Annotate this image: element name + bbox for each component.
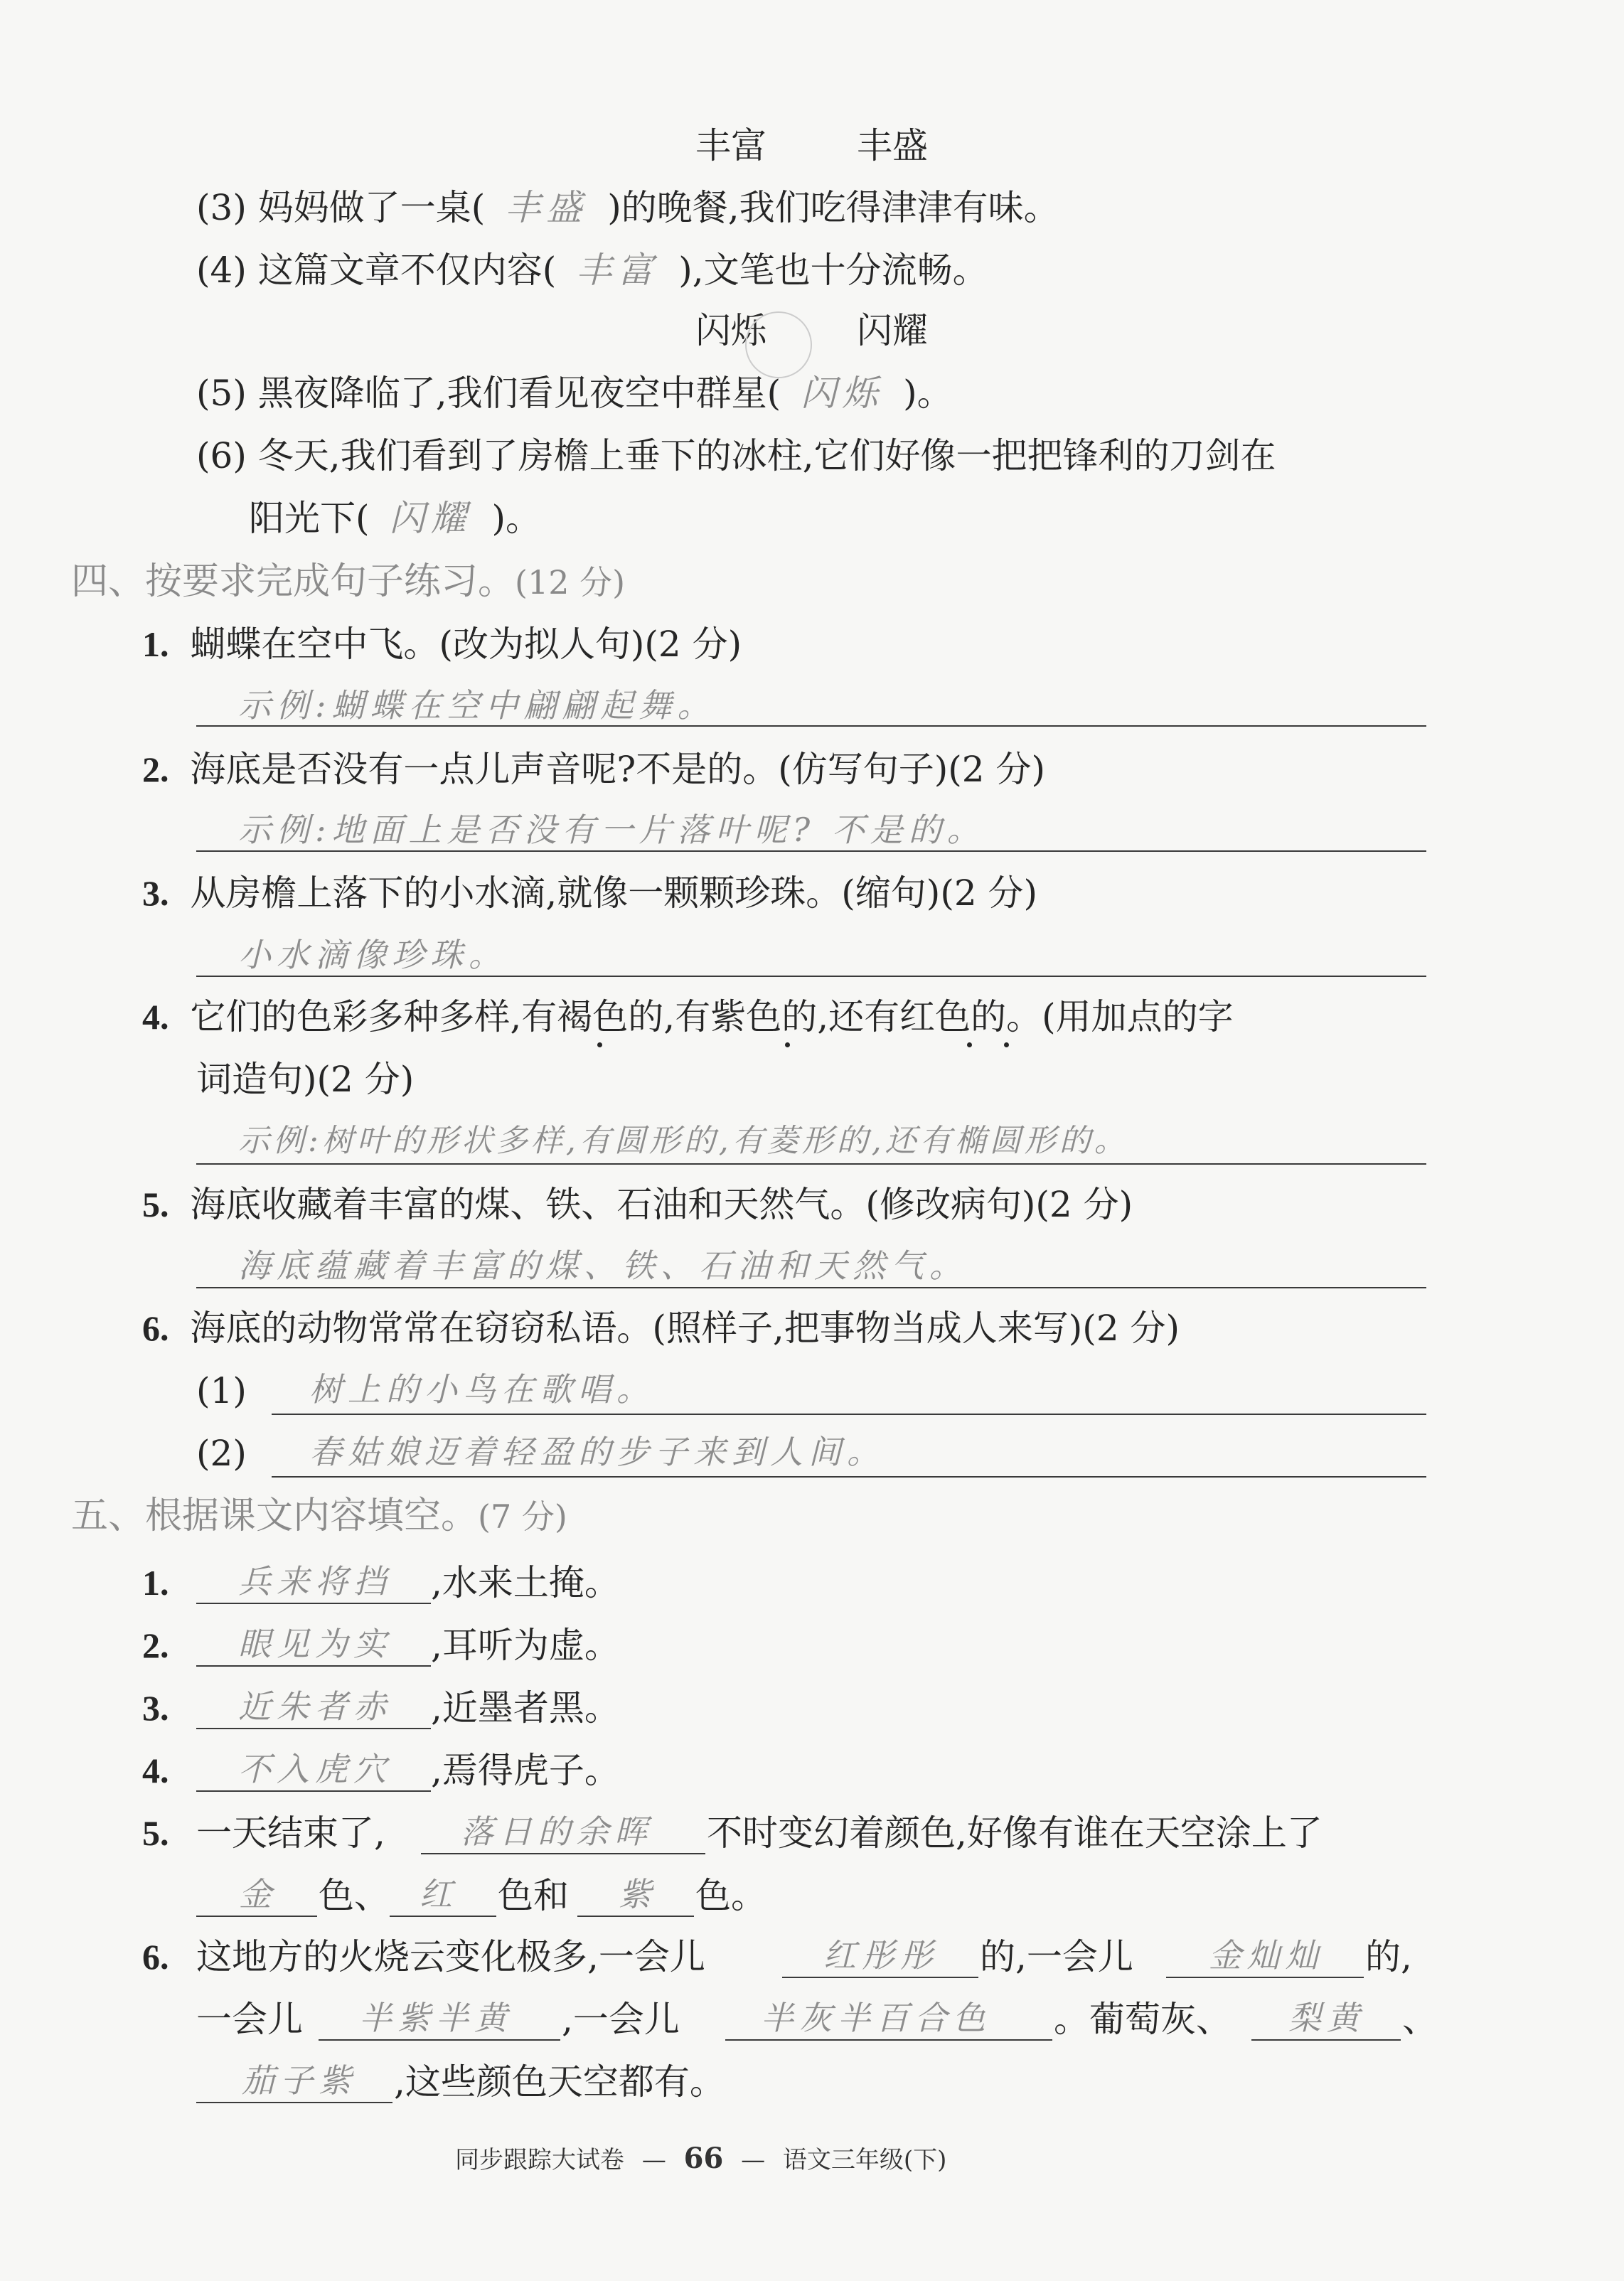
s5-item-6: [142, 1935, 169, 1978]
answer-line: [390, 1916, 496, 1917]
question-4: [196, 249, 988, 292]
handwritten-answer: 茄子紫: [242, 2061, 357, 2100]
s5-item-1: [142, 1561, 169, 1604]
handwritten-answer: 闪烁: [801, 373, 884, 414]
handwritten-answer: 金: [239, 1875, 277, 1913]
handwritten-answer: 兵来将挡: [238, 1562, 392, 1601]
item-number: 5.: [142, 1185, 169, 1224]
answer-line: [196, 1790, 431, 1792]
answer-line: [272, 1476, 1426, 1478]
item-text: ,一会儿: [562, 1999, 680, 2040]
section-score: (7 分): [478, 1497, 567, 1536]
question-number: (3): [196, 187, 247, 228]
sub-number: (1): [196, 1370, 247, 1411]
s5-item-4: [142, 1749, 169, 1792]
handwritten-answer: 丰富: [576, 250, 659, 291]
question-text: 黑夜降临了,我们看见夜空中群星(: [257, 373, 781, 414]
footer-title: 同步跟踪大试卷: [455, 2146, 624, 2174]
item-number: 6.: [142, 1937, 169, 1977]
item-number: 3.: [142, 1688, 169, 1728]
item-text: 一会儿: [196, 1999, 303, 2040]
question-text: ),文笔也十分流畅。: [678, 250, 988, 291]
answer-line: [196, 850, 1426, 852]
handwritten-answer: 半灰半百合色: [761, 1999, 991, 2037]
handwritten-answer: 眼见为实: [238, 1625, 392, 1663]
question-text: 冬天,我们看到了房檐上垂下的冰柱,它们好像一把把锋利的刀剑在: [257, 435, 1276, 476]
item-number: 1.: [142, 624, 169, 664]
s5-item-3: [142, 1687, 169, 1729]
handwritten-answer: 小水滴像珍珠。: [238, 936, 507, 974]
answer-line: [196, 1603, 431, 1604]
section-score: (12 分): [515, 563, 626, 602]
answer-line: [1166, 1977, 1364, 1978]
question-text: 阳光下(: [249, 498, 370, 539]
item-number: 6.: [142, 1308, 169, 1348]
item-text: 的,一会儿: [980, 1936, 1133, 1977]
emphasis-dot: [597, 1042, 602, 1047]
handwritten-answer: 示例:地面上是否没有一片落叶呢? 不是的。: [238, 811, 985, 849]
answer-line: [1251, 2039, 1401, 2041]
item-text: ,耳听为虚。: [431, 1625, 620, 1666]
handwritten-answer: 示例:树叶的形状多样,有圆形的,有菱形的,还有椭圆形的。: [238, 1123, 1129, 1159]
item-text: ,水来土掩。: [431, 1562, 620, 1603]
sub-number: (2): [196, 1433, 247, 1474]
answer-line: [272, 1414, 1426, 1415]
answer-line: [196, 1916, 317, 1917]
item-text: 的,: [1365, 1936, 1412, 1977]
item-text: ,这些颜色天空都有。: [394, 2061, 725, 2103]
handwritten-answer: 红: [420, 1875, 458, 1913]
question-6: [196, 434, 1276, 477]
handwritten-answer: 树上的小鸟在歌唱。: [309, 1370, 655, 1409]
item-number: 4.: [142, 1751, 169, 1790]
item-text: 蝴蝶在空中飞。(改为拟人句)(2 分): [190, 624, 742, 665]
answer-line: [196, 2102, 392, 2103]
handwritten-answer: 示例:蝴蝶在空中翩翩起舞。: [238, 686, 716, 725]
item-text: 色和: [498, 1875, 569, 1916]
item-text: 色。: [695, 1875, 766, 1916]
question-6-cont: [249, 497, 541, 540]
handwritten-answer: 金灿灿: [1209, 1936, 1324, 1975]
s4-item-3: [142, 872, 1037, 914]
handwritten-answer: 春姑娘迈着轻盈的步子来到人间。: [309, 1433, 885, 1471]
handwritten-answer: 海底蕴藏着丰富的煤、铁、石油和天然气。: [238, 1246, 968, 1285]
item-text: 。葡萄灰、: [1054, 1999, 1232, 2040]
handwritten-answer: 半紫半黄: [359, 1999, 513, 2037]
item-text: 不时变幻着颜色,好像有谁在天空涂上了: [707, 1812, 1323, 1854]
answer-line: [196, 1665, 431, 1667]
question-5: [196, 372, 953, 415]
item-number: 5.: [142, 1813, 169, 1853]
item-text: ,近墨者黑。: [431, 1687, 620, 1729]
item-text: 词造句)(2 分): [196, 1059, 415, 1100]
item-text: 海底的动物常常在窃窃私语。(照样子,把事物当成人来写)(2 分): [190, 1308, 1180, 1349]
section-title: 四、按要求完成句子练习。: [71, 560, 515, 603]
answer-line: [196, 1287, 1426, 1288]
answer-line: [782, 1977, 978, 1978]
answer-line: [725, 2039, 1052, 2041]
question-number: (5): [196, 373, 247, 414]
item-number: 1.: [142, 1563, 169, 1603]
question-text: )。: [903, 373, 953, 414]
section-5-heading: [71, 1495, 567, 1538]
section-title: 五、根据课文内容填空。: [71, 1495, 479, 1537]
answer-line: [319, 2039, 560, 2041]
question-number: (4): [196, 250, 247, 291]
s5-item-5: [142, 1812, 169, 1854]
answer-line: [421, 1853, 705, 1854]
handwritten-answer: 落日的余晖: [461, 1812, 653, 1851]
answer-line: [196, 725, 1426, 727]
page-number: 66: [683, 2142, 724, 2175]
word-option: 丰富: [695, 125, 766, 166]
handwritten-answer: 近朱者赤: [238, 1687, 392, 1726]
s4-item-6: [142, 1307, 1180, 1350]
emphasis-dot: [785, 1042, 790, 1047]
emphasis-dot: [1004, 1042, 1009, 1047]
answer-line: [196, 976, 1426, 977]
s4-item-4: [142, 995, 1234, 1038]
answer-line: [577, 1916, 694, 1917]
handwritten-answer: 丰盛: [505, 187, 588, 228]
handwritten-answer: 红彤彤: [823, 1936, 939, 1975]
item-number: 4.: [142, 997, 169, 1037]
question-text: )的晚餐,我们吃得津津有味。: [607, 187, 1059, 228]
item-text: 海底收藏着丰富的煤、铁、石油和天然气。(修改病句)(2 分): [190, 1184, 1133, 1225]
handwritten-answer: 闪耀: [389, 498, 472, 539]
item-text: 它们的色彩多种多样,有褐色的,有紫色的,还有红色的。(用加点的字: [190, 996, 1234, 1037]
question-number: (6): [196, 435, 247, 476]
answer-line: [196, 1163, 1426, 1165]
s4-item-1: [142, 623, 742, 666]
question-text: )。: [491, 498, 542, 539]
question-text: 妈妈做了一桌(: [257, 187, 486, 228]
stamp-icon: [745, 311, 812, 378]
handwritten-answer: 紫: [619, 1875, 657, 1913]
item-number: 2.: [142, 749, 169, 789]
answer-line: [196, 1728, 431, 1729]
item-text: 、: [1402, 1999, 1438, 2040]
word-option: 闪烁: [695, 310, 766, 351]
footer: 同步跟踪大试卷 — 66 — 语文三年级(下): [455, 2142, 947, 2175]
item-text: 一天结束了,: [196, 1812, 385, 1854]
item-number: 3.: [142, 873, 169, 913]
handwritten-answer: 梨黄: [1288, 1999, 1365, 2037]
handwritten-answer: 不入虎穴: [238, 1750, 392, 1788]
question-text: 这篇文章不仅内容(: [257, 250, 557, 291]
footer-subject: 语文三年级(下): [782, 2146, 947, 2174]
emphasis-dot: [967, 1042, 972, 1047]
s4-item-2: [142, 748, 1045, 791]
item-text: 色、: [319, 1875, 390, 1916]
item-text: ,焉得虎子。: [431, 1750, 620, 1791]
word-option: 闪耀: [857, 310, 928, 351]
item-text: 这地方的火烧云变化极多,一会儿: [196, 1936, 705, 1977]
item-number: 2.: [142, 1625, 169, 1665]
item-text: 从房檐上落下的小水滴,就像一颗颗珍珠。(缩句)(2 分): [190, 872, 1038, 914]
item-text: 海底是否没有一点儿声音呢?不是的。(仿写句子)(2 分): [190, 749, 1045, 790]
s4-item-5: [142, 1183, 1133, 1226]
section-4-heading: [71, 560, 625, 604]
word-option: 丰盛: [857, 125, 928, 166]
question-3: [196, 186, 1059, 229]
s5-item-2: [142, 1624, 169, 1667]
